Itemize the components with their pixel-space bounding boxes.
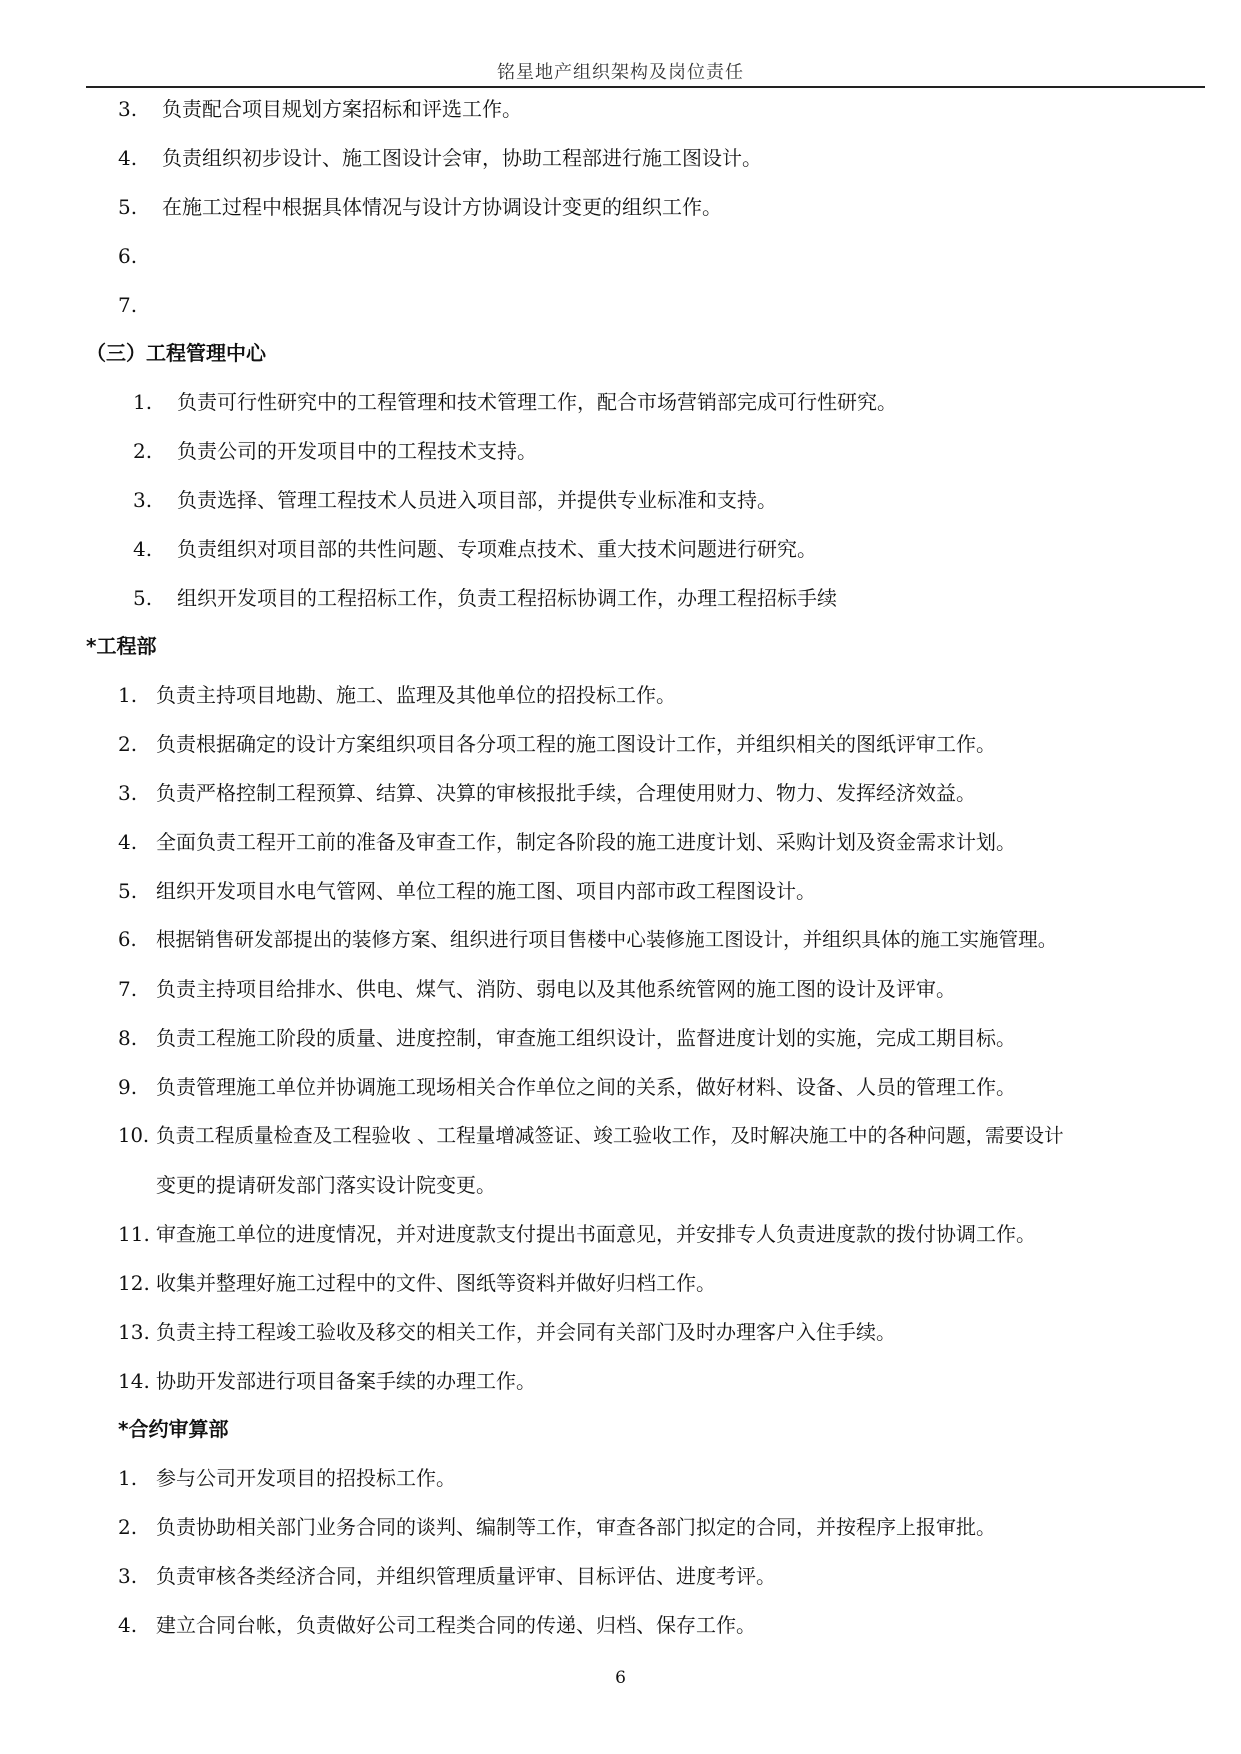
list-item xyxy=(118,144,762,172)
item-number: 2. xyxy=(133,439,153,463)
item-text: 负责根据确定的设计方案组织项目各分项工程的施工图设计工作，并组织相关的图纸评审工作。 xyxy=(156,732,996,756)
list-item xyxy=(118,1073,1016,1101)
item-text: 收集并整理好施工过程中的文件、图纸等资料并做好归档工作。 xyxy=(156,1271,716,1295)
item-number: 3. xyxy=(118,781,138,805)
list-item xyxy=(118,975,956,1003)
item-number: 4. xyxy=(118,1613,138,1637)
list-item xyxy=(118,1024,1016,1052)
list-item xyxy=(118,926,1057,954)
header-rule xyxy=(86,86,1205,88)
item-number: 5. xyxy=(118,879,138,903)
list-item xyxy=(118,730,996,758)
list-item xyxy=(118,1611,756,1639)
list-item xyxy=(118,1513,996,1541)
item-text: 建立合同台帐，负责做好公司工程类合同的传递、归档、保存工作。 xyxy=(156,1613,756,1637)
item-number: 7. xyxy=(118,977,138,1001)
list-item-continuation xyxy=(156,1171,496,1199)
item-number: 1. xyxy=(133,390,153,414)
item-number: 3. xyxy=(118,1564,138,1588)
list-item xyxy=(118,1367,536,1395)
item-number: 1. xyxy=(118,683,138,707)
item-text: 负责严格控制工程预算、结算、决算的审核报批手续，合理使用财力、物力、发挥经济效益。 xyxy=(156,781,976,805)
item-text: 根据销售研发部提出的装修方案、组织进行项目售楼中心装修施工图设计，并组织具体的施工实施管理。 xyxy=(156,928,1058,951)
list-item xyxy=(118,1464,456,1492)
item-text: 负责组织初步设计、施工图设计会审，协助工程部进行施工图设计。 xyxy=(162,146,762,170)
item-number: 1. xyxy=(118,1466,138,1490)
item-number: 2. xyxy=(118,732,138,756)
item-text: 负责管理施工单位并协调施工现场相关合作单位之间的关系，做好材料、设备、人员的管理工作。 xyxy=(156,1075,1016,1099)
item-text: 负责审核各类经济合同，并组织管理质量评审、目标评估、进度考评。 xyxy=(156,1564,776,1588)
list-item xyxy=(118,1220,1036,1248)
page-number: 6 xyxy=(615,1668,626,1688)
running-header-title: 铭星地产组织架构及岗位责任 xyxy=(497,62,744,83)
item-number: 3. xyxy=(118,97,138,121)
item-text: 协助开发部进行项目备案手续的办理工作。 xyxy=(156,1369,536,1393)
item-number: 5. xyxy=(133,586,153,610)
item-number: 5. xyxy=(118,195,138,219)
item-text: 负责配合项目规划方案招标和评选工作。 xyxy=(162,97,522,121)
item-number: 14. xyxy=(118,1369,150,1393)
list-item xyxy=(118,95,522,123)
section-heading-engineering-center: （三）工程管理中心 xyxy=(86,341,266,365)
item-number: 4. xyxy=(118,830,138,854)
list-item xyxy=(118,1318,896,1346)
list-item xyxy=(118,1562,776,1590)
item-number: 6. xyxy=(118,244,138,268)
item-text: 负责主持工程竣工验收及移交的相关工作，并会同有关部门及时办理客户入住手续。 xyxy=(156,1320,896,1344)
list-item xyxy=(118,779,976,807)
list-item xyxy=(118,291,162,319)
item-text: 在施工过程中根据具体情况与设计方协调设计变更的组织工作。 xyxy=(162,195,722,219)
item-number: 12. xyxy=(118,1271,150,1295)
item-text: 负责公司的开发项目中的工程技术支持。 xyxy=(177,439,537,463)
item-text: 负责工程施工阶段的质量、进度控制，审查施工组织设计，监督进度计划的实施，完成工期目标。 xyxy=(156,1026,1016,1050)
section-heading-engineering-dept: *工程部 xyxy=(86,634,157,658)
item-number: 9. xyxy=(118,1075,138,1099)
item-text: 参与公司开发项目的招投标工作。 xyxy=(156,1466,456,1490)
item-text: 负责主持项目给排水、供电、煤气、消防、弱电以及其他系统管网的施工图的设计及评审。 xyxy=(156,977,956,1001)
list-item xyxy=(118,681,676,709)
item-number: 4. xyxy=(118,146,138,170)
list-item xyxy=(133,584,837,612)
item-number: 7. xyxy=(118,293,138,317)
item-number: 6. xyxy=(118,928,137,951)
item-text: 负责选择、管理工程技术人员进入项目部，并提供专业标准和支持。 xyxy=(177,488,777,512)
item-text: 变更的提请研发部门落实设计院变更。 xyxy=(156,1173,496,1197)
list-item xyxy=(118,877,816,905)
list-item xyxy=(118,242,162,270)
item-text: 审查施工单位的进度情况，并对进度款支付提出书面意见，并安排专人负责进度款的拨付协调工作。 xyxy=(156,1222,1036,1246)
item-number: 3. xyxy=(133,488,153,512)
item-number: 8. xyxy=(118,1026,138,1050)
item-text: 负责协助相关部门业务合同的谈判、编制等工作，审查各部门拟定的合同，并按程序上报审批。 xyxy=(156,1515,996,1539)
list-item xyxy=(118,828,1016,856)
list-item xyxy=(133,535,817,563)
item-text: 组织开发项目的工程招标工作，负责工程招标协调工作，办理工程招标手续 xyxy=(177,586,837,610)
list-item xyxy=(118,1122,1064,1150)
item-text: 负责工程质量检查及工程验收 、工程量增减签证、竣工验收工作，及时解决施工中的各种问题，需要设计 xyxy=(156,1124,1064,1147)
list-item xyxy=(133,388,897,416)
item-number: 13. xyxy=(118,1320,150,1344)
section-heading-contract-dept: *合约审算部 xyxy=(118,1417,229,1441)
item-text: 组织开发项目水电气管网、单位工程的施工图、项目内部市政工程图设计。 xyxy=(156,879,816,903)
list-item xyxy=(118,1269,716,1297)
item-text: 负责主持项目地勘、施工、监理及其他单位的招投标工作。 xyxy=(156,683,676,707)
list-item xyxy=(133,486,777,514)
item-number: 10. xyxy=(118,1124,150,1147)
list-item xyxy=(118,193,722,221)
item-number: 2. xyxy=(118,1515,138,1539)
item-text: 全面负责工程开工前的准备及审查工作，制定各阶段的施工进度计划、采购计划及资金需求计划。 xyxy=(156,830,1016,854)
item-text: 负责可行性研究中的工程管理和技术管理工作，配合市场营销部完成可行性研究。 xyxy=(177,390,897,414)
item-text: 负责组织对项目部的共性问题、专项难点技术、重大技术问题进行研究。 xyxy=(177,537,817,561)
item-number: 11. xyxy=(118,1222,150,1246)
item-number: 4. xyxy=(133,537,153,561)
list-item xyxy=(133,437,537,465)
